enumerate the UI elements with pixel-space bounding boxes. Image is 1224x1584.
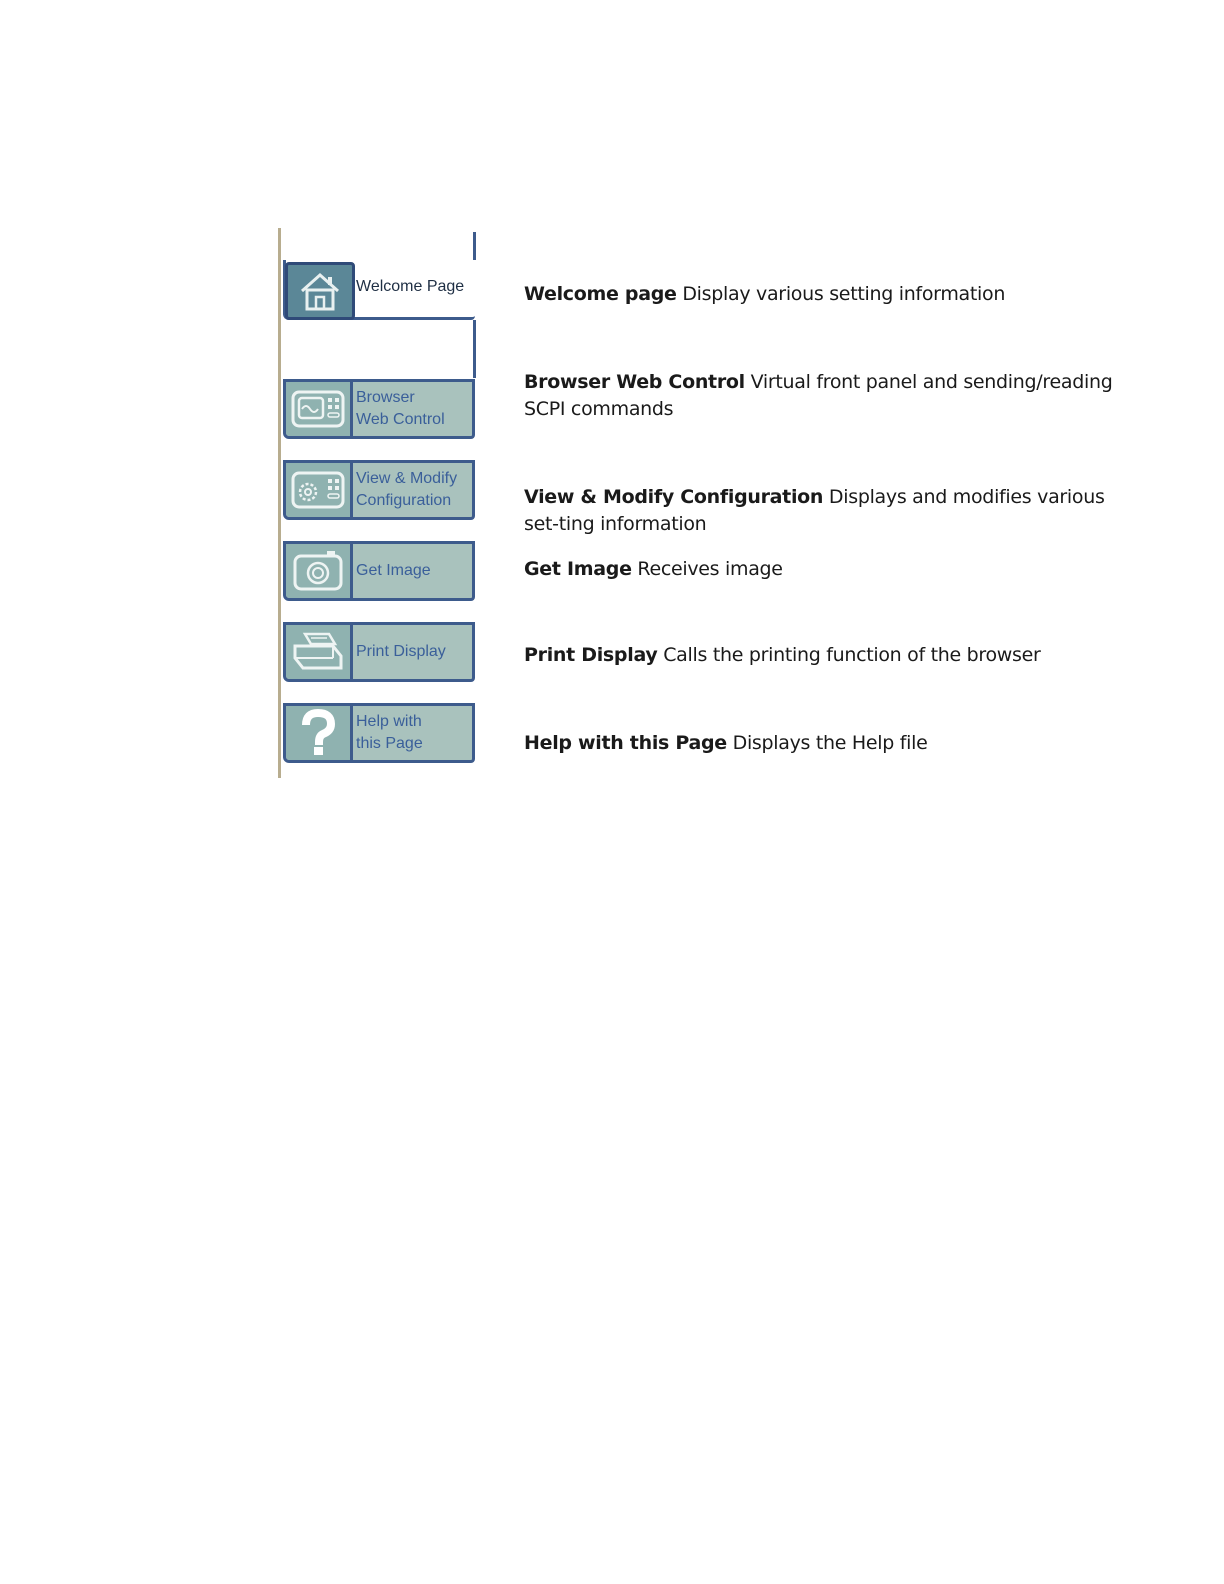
- camera-icon: [286, 544, 353, 598]
- nav-tab-view-modify-configuration[interactable]: [283, 460, 475, 520]
- description-text: Calls the printing function of the browser: [657, 644, 1041, 666]
- nav-label-line2: Configuration: [356, 492, 452, 509]
- nav-tab-label: [356, 382, 474, 436]
- description-browser-web-control: [524, 369, 1114, 423]
- nav-tab-print-display[interactable]: [283, 622, 475, 682]
- description-text: Displays the Help file: [726, 732, 928, 754]
- nav-label-line2: Web Control: [356, 411, 445, 428]
- question-icon: [286, 706, 353, 760]
- nav-label-line1: Browser: [356, 389, 415, 406]
- nav-label-line1: Welcome Page: [356, 278, 465, 295]
- nav-tab-browser-web-control[interactable]: [283, 379, 475, 439]
- nav-tab-welcome-page[interactable]: [283, 260, 475, 320]
- description-term: Get Image: [524, 558, 632, 580]
- nav-tab-label: [356, 260, 474, 314]
- description-term: Print Display: [524, 644, 658, 666]
- description-text: Receives image: [631, 558, 783, 580]
- description-welcome-page: [524, 281, 1114, 308]
- home-icon: [285, 262, 355, 320]
- nav-tab-label: [356, 625, 474, 679]
- panel-right-rule: [473, 232, 476, 260]
- panel-left-rule: [278, 228, 281, 778]
- nav-tab-help-with-this-page[interactable]: [283, 703, 475, 763]
- nav-tab-get-image[interactable]: [283, 541, 475, 601]
- config-gear-icon: [286, 463, 353, 517]
- description-text: Displays and modifies various set-ting information: [524, 486, 1105, 535]
- nav-tab-label: [356, 706, 474, 760]
- nav-tab-label: [356, 544, 474, 598]
- printer-icon: [286, 625, 353, 679]
- nav-label-line1: Help with: [356, 713, 422, 730]
- front-panel-icon: [286, 382, 353, 436]
- nav-label-line1: View & Modify: [356, 470, 458, 487]
- description-view-modify-configuration: [524, 484, 1114, 538]
- description-get-image: [524, 556, 1114, 583]
- nav-label-line2: this Page: [356, 735, 423, 752]
- web-nav-panel: [278, 228, 483, 778]
- description-text: Virtual front panel and sending/reading SCPI commands: [524, 371, 1113, 420]
- panel-right-rule: [473, 320, 476, 378]
- description-term: Help with this Page: [524, 732, 727, 754]
- description-help-with-this-page: [524, 730, 1114, 757]
- nav-tab-label: [356, 463, 474, 517]
- description-print-display: [524, 642, 1114, 669]
- description-term: Welcome page: [524, 283, 677, 305]
- description-term: View & Modify Configuration: [524, 486, 824, 508]
- nav-label-line1: Get Image: [356, 562, 431, 579]
- description-text: Display various setting information: [676, 283, 1006, 305]
- nav-label-line1: Print Display: [356, 643, 446, 660]
- description-term: Browser Web Control: [524, 371, 745, 393]
